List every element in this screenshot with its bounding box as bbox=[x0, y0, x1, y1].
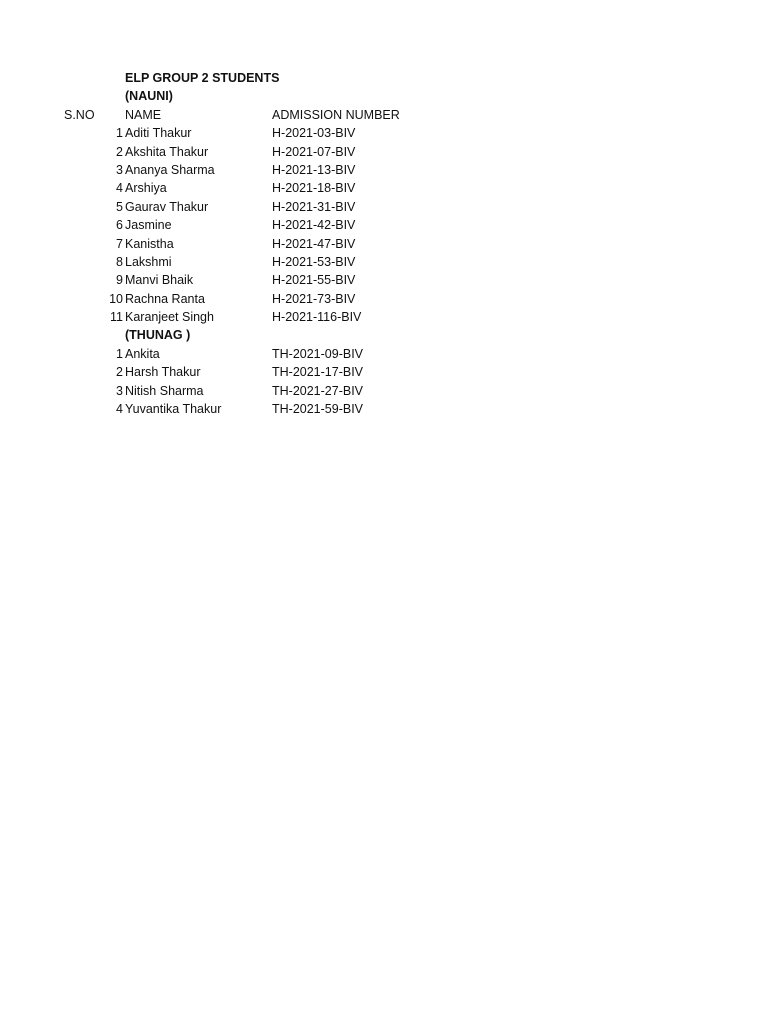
serial-number: 3 bbox=[116, 383, 123, 398]
serial-number: 4 bbox=[116, 181, 123, 196]
student-name: Karanjeet Singh bbox=[125, 310, 214, 325]
group-heading-row bbox=[0, 326, 768, 344]
admission-number: H-2021-42-BIV bbox=[272, 218, 356, 233]
admission-number: H-2021-18-BIV bbox=[272, 181, 356, 196]
student-name: Jasmine bbox=[125, 218, 172, 233]
admission-number: H-2021-47-BIV bbox=[272, 236, 356, 251]
admission-number: TH-2021-09-BIV bbox=[272, 346, 364, 361]
student-row bbox=[0, 124, 768, 142]
student-row bbox=[0, 179, 768, 197]
admission-number: H-2021-31-BIV bbox=[272, 199, 356, 214]
serial-number: 2 bbox=[116, 365, 123, 380]
sno-header: S.NO bbox=[64, 107, 95, 122]
student-name: Ananya Sharma bbox=[125, 162, 215, 177]
student-name: Yuvantika Thakur bbox=[125, 402, 222, 417]
student-name: Gaurav Thakur bbox=[125, 199, 209, 214]
admission-number: H-2021-73-BIV bbox=[272, 291, 356, 306]
title-row bbox=[0, 69, 768, 87]
admission-header: ADMISSION NUMBER bbox=[272, 107, 400, 122]
student-name: Akshita Thakur bbox=[125, 144, 209, 159]
admission-number: H-2021-07-BIV bbox=[272, 144, 356, 159]
group-heading-row bbox=[0, 87, 768, 105]
student-name: Aditi Thakur bbox=[125, 126, 192, 141]
serial-number: 6 bbox=[116, 218, 123, 233]
serial-number: 2 bbox=[116, 144, 123, 159]
serial-number: 1 bbox=[116, 126, 123, 141]
student-sheet bbox=[0, 69, 768, 418]
student-row bbox=[0, 271, 768, 289]
admission-number: H-2021-53-BIV bbox=[272, 254, 356, 269]
student-name: Manvi Bhaik bbox=[125, 273, 194, 288]
serial-number: 7 bbox=[116, 236, 123, 251]
serial-number: 8 bbox=[116, 254, 123, 269]
sheet-title: ELP GROUP 2 STUDENTS bbox=[125, 71, 280, 85]
nauni-student-list bbox=[0, 124, 768, 326]
serial-number: 5 bbox=[116, 199, 123, 214]
student-row bbox=[0, 382, 768, 400]
admission-number: TH-2021-59-BIV bbox=[272, 402, 364, 417]
admission-number: TH-2021-27-BIV bbox=[272, 383, 364, 398]
serial-number: 10 bbox=[109, 291, 123, 306]
student-row bbox=[0, 253, 768, 271]
group-heading-thunag: (THUNAG ) bbox=[125, 328, 191, 343]
student-row bbox=[0, 400, 768, 418]
serial-number: 4 bbox=[116, 402, 123, 417]
thunag-student-list bbox=[0, 345, 768, 419]
name-header: NAME bbox=[125, 107, 162, 122]
column-header-row bbox=[0, 106, 768, 124]
student-row bbox=[0, 161, 768, 179]
admission-number: H-2021-55-BIV bbox=[272, 273, 356, 288]
student-row bbox=[0, 308, 768, 326]
serial-number: 9 bbox=[116, 273, 123, 288]
serial-number: 11 bbox=[110, 310, 123, 325]
student-row bbox=[0, 363, 768, 381]
admission-number: H-2021-03-BIV bbox=[272, 126, 356, 141]
student-name: Arshiya bbox=[125, 181, 167, 196]
student-name: Kanistha bbox=[125, 236, 174, 251]
student-row bbox=[0, 235, 768, 253]
student-name: Ankita bbox=[125, 346, 160, 361]
student-row bbox=[0, 216, 768, 234]
student-name: Nitish Sharma bbox=[125, 383, 204, 398]
admission-number: H-2021-13-BIV bbox=[272, 162, 356, 177]
student-row bbox=[0, 143, 768, 161]
admission-number: H-2021-116-BIV bbox=[272, 310, 362, 325]
serial-number: 3 bbox=[116, 162, 123, 177]
student-name: Harsh Thakur bbox=[125, 365, 201, 380]
student-row bbox=[0, 198, 768, 216]
group-heading-nauni: (NAUNI) bbox=[125, 89, 173, 104]
student-row bbox=[0, 345, 768, 363]
student-row bbox=[0, 290, 768, 308]
student-name: Lakshmi bbox=[125, 254, 172, 269]
serial-number: 1 bbox=[116, 346, 123, 361]
student-name: Rachna Ranta bbox=[125, 291, 205, 306]
admission-number: TH-2021-17-BIV bbox=[272, 365, 364, 380]
